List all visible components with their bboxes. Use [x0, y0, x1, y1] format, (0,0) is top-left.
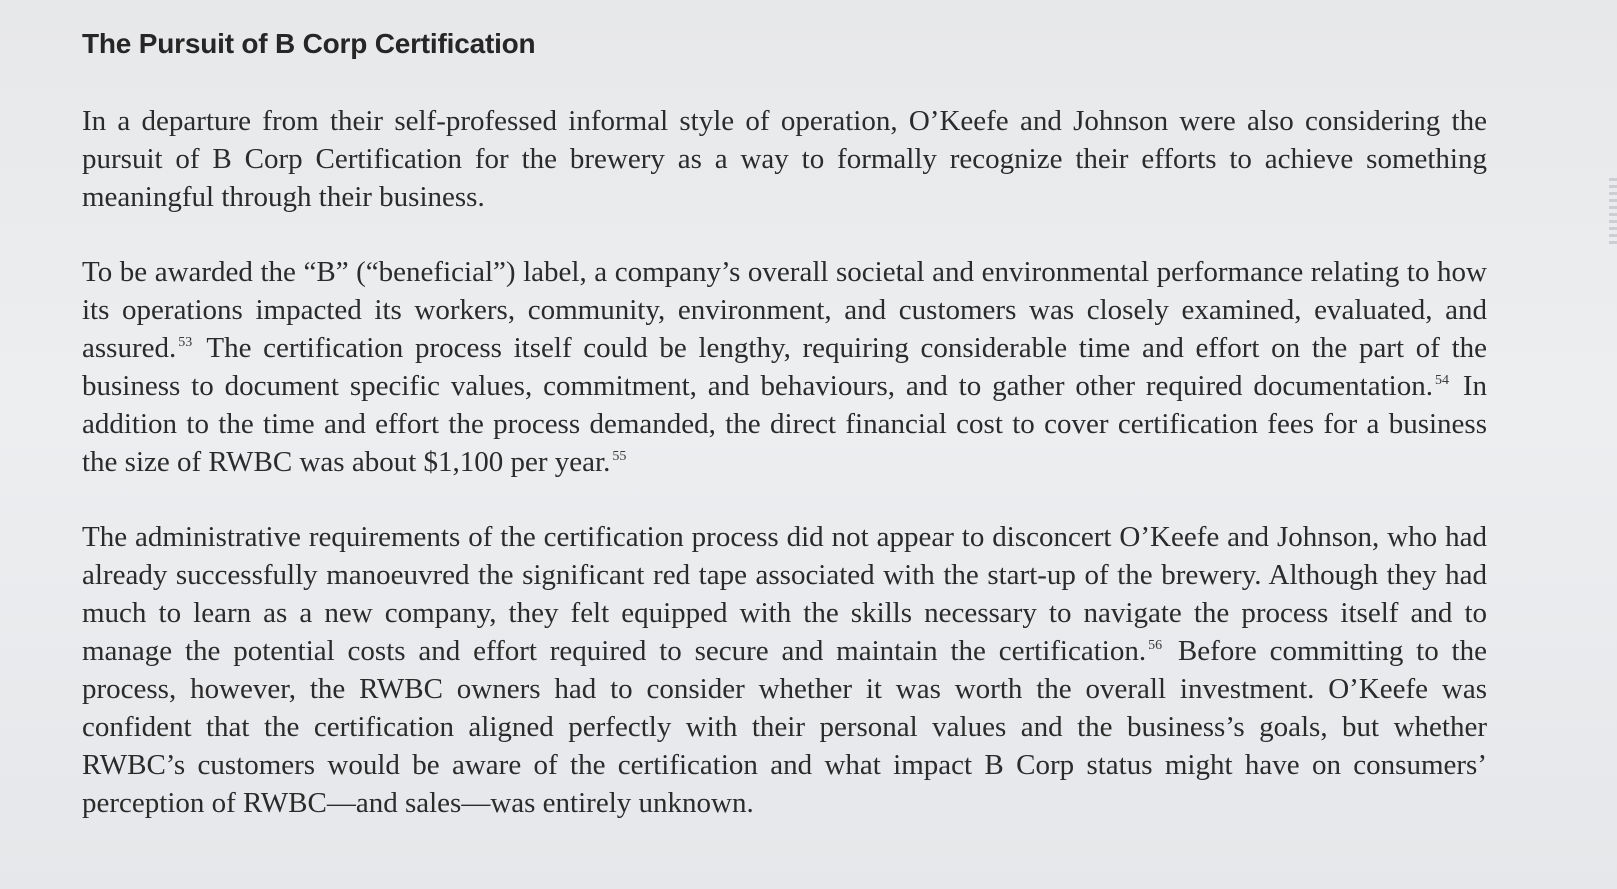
- paragraph-text: The administrative requirements of the certification process did not appear to disconcert O’Keefe and Johnson, who had already successfully manoeuvred the significant red tape associated with the start-up of the brewery. Although they had much to learn as a new company, they felt equipped with the skills necessary to navigate the process itself and to manage the potential costs and effort required to secure and maintain the certification.: [82, 521, 1487, 667]
- page-edge-decoration: [1609, 178, 1617, 248]
- section-title: The Pursuit of B Corp Certification: [82, 28, 536, 59]
- footnote-ref-53: 53: [178, 335, 193, 351]
- paragraph-3: [82, 518, 1487, 822]
- paragraph-text: The certification process itself could be lengthy, requiring considerable time and effort on the part of the business to document specific values, commitment, and behaviours, and to gather other required documentation.: [82, 332, 1487, 402]
- paragraph-2: [82, 253, 1487, 481]
- paragraph-text: To be awarded the “B” (“beneficial”) label, a company’s overall societal and environmental performance relating to how its operations impacted its workers, community, environment, and customers was closely examined, evaluated, and assured.: [82, 256, 1487, 364]
- paragraph-text: In addition to the time and effort the process demanded, the direct financial cost to cover certification fees for a business the size of RWBC was about $1,100 per year.: [82, 370, 1487, 478]
- footnote-ref-56: 56: [1148, 638, 1163, 654]
- paragraph-text: Before committing to the process, however, the RWBC owners had to consider whether it was worth the overall investment. O’Keefe was confident that the certification aligned perfectly with their personal values and the business’s goals, but whether RWBC’s customers would be aware of the certification and what impact B Corp status might have on consumers’ perception of RWBC—and sales—was entirely unknown.: [82, 635, 1487, 819]
- paragraph-1: [82, 102, 1487, 216]
- paragraph-text: In a departure from their self-professed informal style of operation, O’Keefe and Johnson were also considering the pursuit of B Corp Certification for the brewery as a way to formally recognize their efforts to achieve something meaningful through their business.: [82, 105, 1487, 213]
- footnote-ref-54: 54: [1434, 373, 1449, 389]
- footnote-ref-55: 55: [612, 449, 627, 465]
